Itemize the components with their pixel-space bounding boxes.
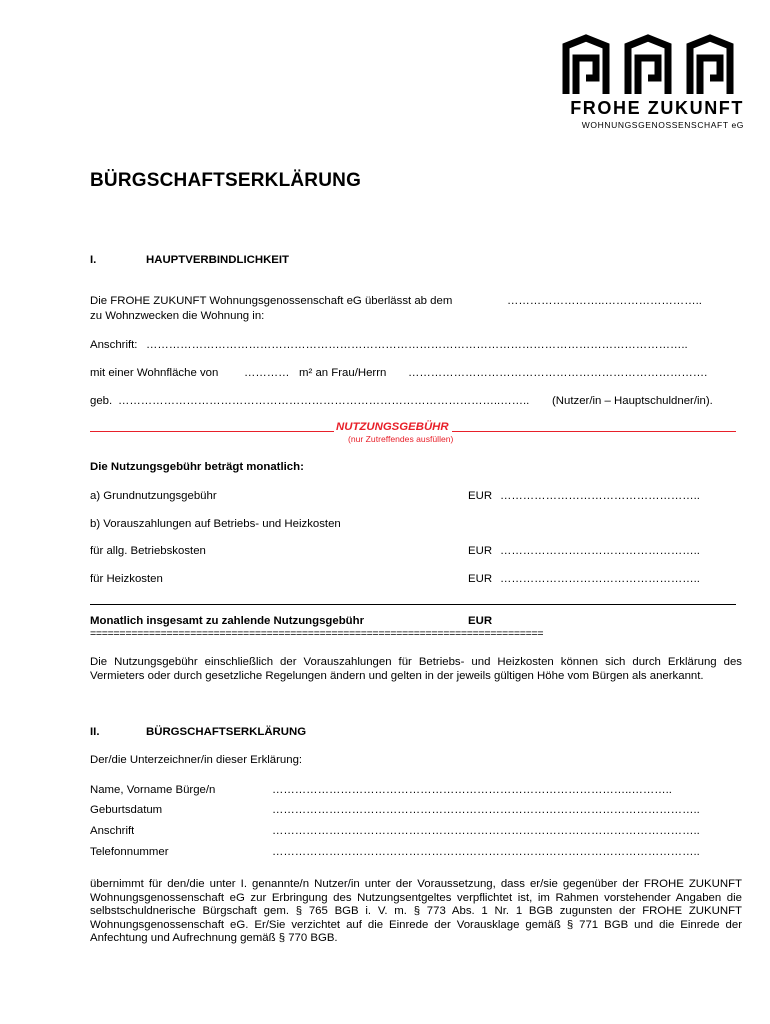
guarantor-name-label: Name, Vorname Bürge/n (90, 784, 216, 796)
guarantor-phone-label: Telefonnummer (90, 846, 169, 858)
logo-subtitle: WOHNUNGSGENOSSENSCHAFT eG (581, 120, 744, 130)
fee-paragraph: Die Nutzungsgebühr einschließlich der Vorauszahlungen für Betriebs- und Heizkosten können sich durch Erklärung des Vermieters oder durch gesetzliche Regelungen ändern und gelten in der jeweils gültigen Höhe vom Bürgen als anerkannt. (90, 656, 742, 682)
section2-intro: Der/die Unterzeichner/in dieser Erklärung: (90, 754, 303, 766)
birthdate-field[interactable]: ………………………………………………………………………………………..…….. (118, 395, 530, 407)
fee-heading: NUTZUNGSGEBÜHR (336, 421, 449, 433)
company-logo (560, 32, 744, 132)
section2-number: II. (90, 726, 100, 738)
guarantor-address-label: Anschrift (90, 825, 135, 837)
total-currency: EUR (468, 615, 493, 627)
page-title: BÜRGSCHAFTSERKLÄRUNG (90, 170, 362, 191)
monthly-label: Die Nutzungsgebühr beträgt monatlich: (90, 461, 304, 473)
operating-cost-label: für allg. Betriebskosten (90, 545, 206, 557)
start-date-field[interactable]: ……………………..…………………….. (507, 295, 702, 307)
heating-cost-field[interactable]: …………………………………………….. (500, 573, 700, 585)
basic-fee-label: a) Grundnutzungsgebühr (90, 490, 217, 502)
operating-cost-currency: EUR (468, 545, 493, 557)
fee-rule-left (90, 431, 334, 432)
intro-line1: Die FROHE ZUKUNFT Wohnungsgenossenschaft eG überlässt ab dem (90, 295, 453, 307)
born-label: geb. (90, 395, 113, 407)
guarantor-birthdate-label: Geburtsdatum (90, 804, 163, 816)
area-unit: m² an Frau/Herrn (299, 367, 387, 379)
area-field[interactable]: ………… (244, 367, 290, 379)
basic-fee-currency: EUR (468, 490, 493, 502)
guarantor-name-field[interactable]: …………………………………………………………………………………..……….. (272, 784, 672, 796)
prepay-label: b) Vorauszahlungen auf Betriebs- und Heizkosten (90, 518, 341, 530)
area-label: mit einer Wohnfläche von (90, 367, 219, 379)
heating-cost-currency: EUR (468, 573, 493, 585)
heating-cost-label: für Heizkosten (90, 573, 163, 585)
fee-note: (nur Zutreffendes ausfüllen) (348, 434, 454, 444)
address-label: Anschrift: (90, 339, 138, 351)
section1-heading: HAUPTVERBINDLICHKEIT (146, 254, 290, 266)
section1-number: I. (90, 254, 97, 266)
operating-cost-field[interactable]: …………………………………………….. (500, 545, 700, 557)
total-label: Monatlich insgesamt zu zahlende Nutzungsgebühr (90, 615, 365, 627)
guarantor-address-field[interactable]: ………………………………………………………………………………………………….. (272, 825, 700, 837)
basic-fee-field[interactable]: …………………………………………….. (500, 490, 700, 502)
address-field[interactable]: …………………………………………………………………………………………………………………………….. (146, 339, 688, 351)
double-rule: ============================================================================= (90, 628, 544, 640)
logo-name: FROHE ZUKUNFT (570, 98, 744, 118)
guarantor-phone-field[interactable]: ………………………………………………………………………………………………….. (272, 846, 700, 858)
total-divider (90, 604, 736, 605)
tenant-name-field[interactable]: ……………………………………………………………………. (408, 367, 708, 379)
guarantor-birthdate-field[interactable]: ………………………………………………………………………………………………….. (272, 804, 700, 816)
intro-line2: zu Wohnzwecken die Wohnung in: (90, 310, 265, 322)
fee-rule-right (452, 431, 736, 432)
logo-mark-icon (560, 32, 744, 98)
section2-heading: BÜRGSCHAFTSERKLÄRUNG (146, 726, 307, 738)
guarantee-paragraph: übernimmt für den/die unter I. genannte/n Nutzer/in unter der Voraussetzung, dass er/sie gegenüber der FROHE ZUKUNFT Wohnungsgenossenschaft eG zur Erbringung des Nutzungsentgeltes verpflichtet ist, im Rahmen vorstehender Angaben die selbstschuldnerische Bürgschaft gem. § 765 BGB i. V. m. § 773 Abs. 1 Nr. 1 BGB zugunsten der FROHE ZUKUNFT Wohnungsgenossenschaft eG. Er/Sie verzichtet auf die Einrede der Vorausklage gemäß § 771 BGB und die Einrede der Anfechtung und Aufrechnung gemäß § 770 BGB. (90, 878, 742, 944)
tenant-role: (Nutzer/in – Hauptschuldner/in). (552, 395, 713, 407)
